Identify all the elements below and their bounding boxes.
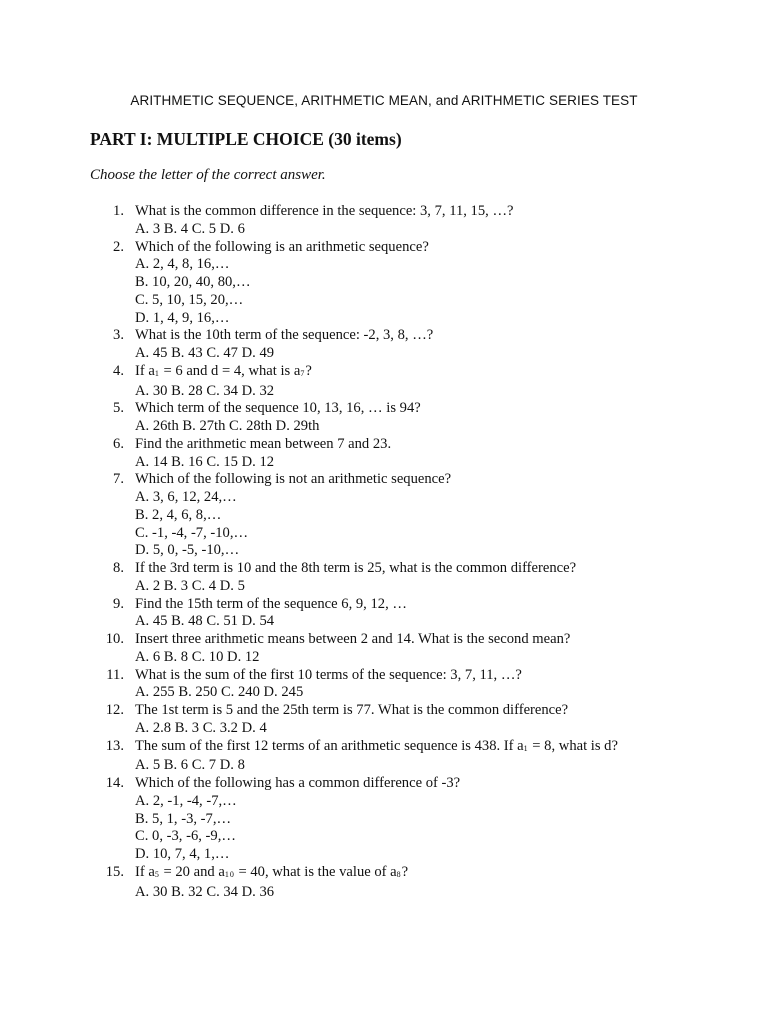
answer-options: A. 3 B. 4 C. 5 D. 6	[135, 220, 245, 237]
question-number: 9.	[113, 595, 124, 612]
answer-options: A. 2.8 B. 3 C. 3.2 D. 4	[135, 719, 267, 736]
question-item	[0, 775, 618, 864]
answer-options: A. 30 B. 28 C. 34 D. 32	[135, 382, 275, 399]
question-item	[0, 702, 618, 738]
question-item	[0, 471, 618, 560]
question-number: 12.	[105, 702, 124, 718]
question-item	[0, 560, 618, 596]
question-number: 15.	[105, 863, 124, 880]
question-number: 10.	[105, 631, 124, 647]
answer-options: C. -1, -4, -7, -10,…	[135, 524, 249, 541]
answer-options: B. 2, 4, 6, 8,…	[135, 506, 222, 523]
question-item	[0, 239, 618, 328]
question-text-segment: If a	[135, 362, 155, 379]
answer-options: A. 3, 6, 12, 24,…	[135, 489, 237, 505]
answer-options: A. 255 B. 250 C. 240 D. 245	[135, 684, 304, 701]
question-text-segment: What is the sum of the first 10 terms of the sequence: 3, 7, 11, …?	[135, 666, 522, 683]
answer-options: B. 10, 20, 40, 80,…	[135, 274, 251, 290]
question-number: 6.	[113, 435, 124, 452]
question-item	[0, 400, 618, 436]
question-number: 11.	[106, 666, 124, 683]
question-text-segment: The sum of the first 12 terms of an arithmetic sequence is 438. If a	[135, 737, 524, 754]
subscript: 8	[396, 869, 402, 879]
question-text-segment: = 8, what is d?	[528, 737, 618, 754]
subscript: 1	[154, 368, 160, 378]
question-item	[0, 631, 618, 667]
question-text-segment: = 20 and a	[159, 863, 225, 880]
question-number: 5.	[113, 400, 124, 417]
answer-options: A. 14 B. 16 C. 15 D. 12	[135, 453, 275, 470]
question-item	[0, 436, 618, 472]
question-number: 1.	[113, 203, 124, 219]
question-text-segment: = 40, what is the value of a	[234, 863, 397, 880]
answer-options: C. 5, 10, 15, 20,…	[135, 291, 244, 308]
question-item	[0, 203, 618, 239]
question-item	[0, 327, 618, 363]
question-text-segment: What is the 10th term of the sequence: -2, 3, 8, …?	[135, 327, 434, 344]
question-text-segment: What is the common difference in the sequence: 3, 7, 11, 15, …?	[135, 203, 514, 219]
question-number: 3.	[113, 327, 124, 344]
question-text-segment: If a	[135, 863, 155, 880]
question-text-segment: = 6 and d = 4, what is a	[159, 362, 301, 379]
answer-options: A. 30 B. 32 C. 34 D. 36	[135, 883, 275, 900]
question-number: 8.	[113, 560, 124, 576]
part-heading: PART I: MULTIPLE CHOICE (30 items)	[90, 129, 402, 149]
answer-options: A. 2, 4, 8, 16,…	[135, 256, 230, 273]
question-text-segment: Which of the following is an arithmetic sequence?	[135, 238, 429, 255]
question-list	[0, 203, 618, 901]
question-text-segment: Which of the following has a common difference of -3?	[135, 775, 461, 791]
answer-options: C. 0, -3, -6, -9,…	[135, 828, 236, 845]
question-item	[0, 667, 618, 703]
answer-options: D. 10, 7, 4, 1,…	[135, 846, 230, 862]
question-text-segment: ?	[401, 863, 409, 880]
question-number: 2.	[113, 238, 124, 255]
question-text-segment: The 1st term is 5 and the 25th term is 77. What is the common difference?	[135, 702, 569, 718]
question-number: 13.	[105, 737, 124, 754]
subscript: 10	[224, 869, 235, 879]
question-text-segment: Insert three arithmetic means between 2 and 14. What is the second mean?	[135, 631, 571, 647]
instruction-text: Choose the letter of the correct answer.	[90, 167, 326, 183]
question-number: 7.	[113, 471, 124, 488]
question-text-segment: Find the arithmetic mean between 7 and 23.	[135, 435, 392, 452]
question-text-segment: Which of the following is not an arithmetic sequence?	[135, 471, 452, 488]
question-number: 4.	[113, 362, 124, 379]
answer-options: A. 5 B. 6 C. 7 D. 8	[135, 757, 245, 774]
answer-options: A. 6 B. 8 C. 10 D. 12	[135, 648, 260, 665]
answer-options: D. 1, 4, 9, 16,…	[135, 309, 230, 326]
answer-options: B. 5, 1, -3, -7,…	[135, 810, 232, 827]
answer-options: D. 5, 0, -5, -10,…	[135, 542, 240, 559]
answer-options: A. 2, -1, -4, -7,…	[135, 792, 237, 809]
question-item	[0, 363, 618, 401]
question-text-segment: If the 3rd term is 10 and the 8th term is 25, what is the common difference?	[135, 560, 577, 576]
question-item	[0, 864, 618, 902]
subscript: 7	[300, 368, 306, 378]
document-title: ARITHMETIC SEQUENCE, ARITHMETIC MEAN, and ARITHMETIC SERIES TEST	[130, 93, 638, 108]
question-text-segment: Find the 15th term of the sequence 6, 9, 12, …	[135, 595, 407, 612]
answer-options: A. 2 B. 3 C. 4 D. 5	[135, 577, 245, 594]
question-text-segment: ?	[305, 362, 312, 379]
question-number: 14.	[105, 775, 124, 791]
question-item	[0, 738, 618, 776]
question-text-segment: Which term of the sequence 10, 13, 16, … is 94?	[135, 400, 421, 417]
subscript: 1	[523, 743, 529, 753]
answer-options: A. 45 B. 48 C. 51 D. 54	[135, 613, 275, 630]
answer-options: A. 26th B. 27th C. 28th D. 29th	[135, 418, 320, 434]
question-item	[0, 596, 618, 632]
subscript: 5	[154, 869, 160, 879]
answer-options: A. 45 B. 43 C. 47 D. 49	[135, 345, 275, 361]
